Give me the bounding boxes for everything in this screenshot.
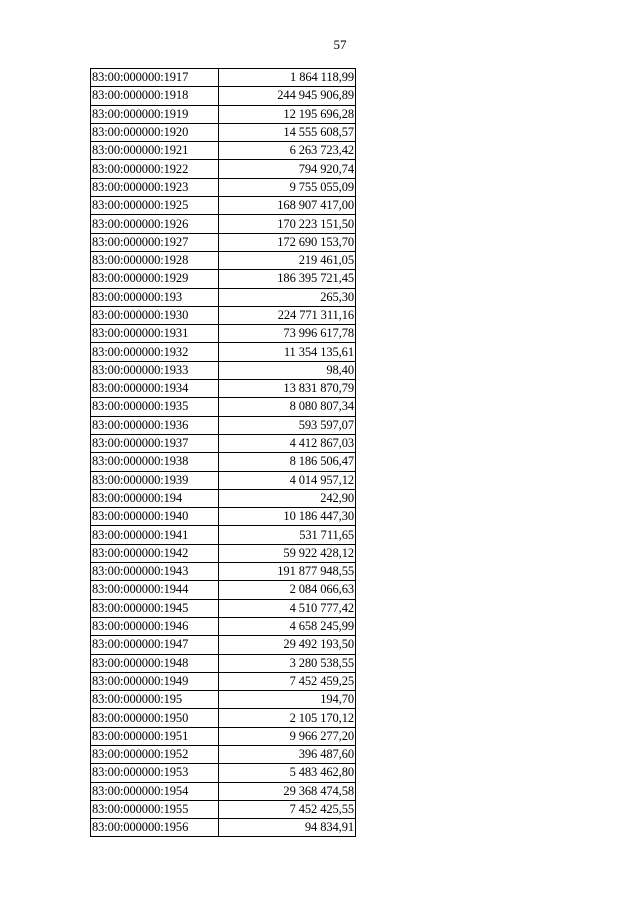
cadastral-number-cell: 83:00:000000:1923 xyxy=(91,178,219,196)
table-row xyxy=(91,636,356,654)
cadastral-number-cell: 83:00:000000:1945 xyxy=(91,599,219,617)
table-row xyxy=(91,654,356,672)
value-cell: 396 487,60 xyxy=(219,745,356,763)
cadastral-number-cell: 83:00:000000:1930 xyxy=(91,306,219,324)
value-cell: 794 920,74 xyxy=(219,160,356,178)
value-cell: 5 483 462,80 xyxy=(219,764,356,782)
value-cell: 4 510 777,42 xyxy=(219,599,356,617)
cadastral-number-cell: 83:00:000000:1922 xyxy=(91,160,219,178)
value-cell: 8 186 506,47 xyxy=(219,453,356,471)
cadastral-number-cell: 83:00:000000:1947 xyxy=(91,636,219,654)
cadastral-number-cell: 83:00:000000:1921 xyxy=(91,142,219,160)
table-row xyxy=(91,361,356,379)
cadastral-number-cell: 83:00:000000:1936 xyxy=(91,416,219,434)
value-cell: 242,90 xyxy=(219,489,356,507)
cadastral-number-cell: 83:00:000000:1932 xyxy=(91,343,219,361)
cadastral-number-cell: 83:00:000000:1943 xyxy=(91,563,219,581)
table-row xyxy=(91,325,356,343)
value-cell: 219 461,05 xyxy=(219,251,356,269)
value-cell: 9 966 277,20 xyxy=(219,727,356,745)
table-row xyxy=(91,563,356,581)
cadastral-number-cell: 83:00:000000:194 xyxy=(91,489,219,507)
value-cell: 9 755 055,09 xyxy=(219,178,356,196)
table-row xyxy=(91,782,356,800)
table-row xyxy=(91,215,356,233)
table-row xyxy=(91,270,356,288)
table-row xyxy=(91,617,356,635)
value-cell: 29 368 474,58 xyxy=(219,782,356,800)
table-row xyxy=(91,745,356,763)
value-cell: 13 831 870,79 xyxy=(219,380,356,398)
cadastral-number-cell: 83:00:000000:1928 xyxy=(91,251,219,269)
value-cell: 73 996 617,78 xyxy=(219,325,356,343)
table-row xyxy=(91,453,356,471)
value-cell: 194,70 xyxy=(219,691,356,709)
value-cell: 11 354 135,61 xyxy=(219,343,356,361)
table-row xyxy=(91,471,356,489)
table-row xyxy=(91,69,356,87)
table-row xyxy=(91,709,356,727)
cadastral-number-cell: 83:00:000000:1929 xyxy=(91,270,219,288)
table-row xyxy=(91,398,356,416)
cadastral-number-cell: 83:00:000000:1934 xyxy=(91,380,219,398)
value-cell: 14 555 608,57 xyxy=(219,123,356,141)
cadastral-number-cell: 83:00:000000:1944 xyxy=(91,581,219,599)
table-row xyxy=(91,123,356,141)
table-row xyxy=(91,288,356,306)
cadastral-number-cell: 83:00:000000:1919 xyxy=(91,105,219,123)
value-cell: 172 690 153,70 xyxy=(219,233,356,251)
cadastral-number-cell: 83:00:000000:1951 xyxy=(91,727,219,745)
cadastral-number-cell: 83:00:000000:1931 xyxy=(91,325,219,343)
table-row xyxy=(91,251,356,269)
value-cell: 593 597,07 xyxy=(219,416,356,434)
cadastral-number-cell: 83:00:000000:1918 xyxy=(91,87,219,105)
cadastral-number-cell: 83:00:000000:1937 xyxy=(91,434,219,452)
value-cell: 12 195 696,28 xyxy=(219,105,356,123)
table-row xyxy=(91,599,356,617)
value-cell: 59 922 428,12 xyxy=(219,544,356,562)
cadastral-number-cell: 83:00:000000:1926 xyxy=(91,215,219,233)
value-cell: 168 907 417,00 xyxy=(219,197,356,215)
cadastral-value-table xyxy=(90,68,356,837)
table-row xyxy=(91,416,356,434)
cadastral-number-cell: 83:00:000000:1942 xyxy=(91,544,219,562)
table-row xyxy=(91,764,356,782)
value-cell: 8 080 807,34 xyxy=(219,398,356,416)
cadastral-number-cell: 83:00:000000:1953 xyxy=(91,764,219,782)
table-row xyxy=(91,142,356,160)
cadastral-number-cell: 83:00:000000:195 xyxy=(91,691,219,709)
table-row xyxy=(91,380,356,398)
value-cell: 94 834,91 xyxy=(219,819,356,837)
value-cell: 7 452 425,55 xyxy=(219,800,356,818)
cadastral-number-cell: 83:00:000000:1948 xyxy=(91,654,219,672)
table-row xyxy=(91,544,356,562)
value-cell: 4 658 245,99 xyxy=(219,617,356,635)
table-row xyxy=(91,306,356,324)
cadastral-number-cell: 83:00:000000:1950 xyxy=(91,709,219,727)
value-cell: 170 223 151,50 xyxy=(219,215,356,233)
table-row xyxy=(91,160,356,178)
cadastral-number-cell: 83:00:000000:1938 xyxy=(91,453,219,471)
cadastral-number-cell: 83:00:000000:1949 xyxy=(91,672,219,690)
value-cell: 7 452 459,25 xyxy=(219,672,356,690)
cadastral-number-cell: 83:00:000000:1955 xyxy=(91,800,219,818)
value-cell: 2 084 066,63 xyxy=(219,581,356,599)
table-row xyxy=(91,233,356,251)
cadastral-number-cell: 83:00:000000:1946 xyxy=(91,617,219,635)
table-row xyxy=(91,581,356,599)
value-cell: 186 395 721,45 xyxy=(219,270,356,288)
value-cell: 2 105 170,12 xyxy=(219,709,356,727)
value-cell: 224 771 311,16 xyxy=(219,306,356,324)
value-cell: 4 014 957,12 xyxy=(219,471,356,489)
cadastral-number-cell: 83:00:000000:1925 xyxy=(91,197,219,215)
cadastral-number-cell: 83:00:000000:1956 xyxy=(91,819,219,837)
value-cell: 3 280 538,55 xyxy=(219,654,356,672)
cadastral-number-cell: 83:00:000000:1933 xyxy=(91,361,219,379)
value-cell: 244 945 906,89 xyxy=(219,87,356,105)
cadastral-number-cell: 83:00:000000:1954 xyxy=(91,782,219,800)
cadastral-number-cell: 83:00:000000:1935 xyxy=(91,398,219,416)
table-row xyxy=(91,434,356,452)
value-cell: 531 711,65 xyxy=(219,526,356,544)
value-cell: 29 492 193,50 xyxy=(219,636,356,654)
cadastral-number-cell: 83:00:000000:1952 xyxy=(91,745,219,763)
page-number: 57 xyxy=(333,37,347,52)
cadastral-number-cell: 83:00:000000:1939 xyxy=(91,471,219,489)
table-row xyxy=(91,727,356,745)
table-row xyxy=(91,178,356,196)
cadastral-number-cell: 83:00:000000:1941 xyxy=(91,526,219,544)
table-row xyxy=(91,105,356,123)
value-cell: 1 864 118,99 xyxy=(219,69,356,87)
table-row xyxy=(91,508,356,526)
table-row xyxy=(91,343,356,361)
cadastral-number-cell: 83:00:000000:1927 xyxy=(91,233,219,251)
value-cell: 98,40 xyxy=(219,361,356,379)
cadastral-number-cell: 83:00:000000:1920 xyxy=(91,123,219,141)
table-row xyxy=(91,526,356,544)
value-cell: 4 412 867,03 xyxy=(219,434,356,452)
table-row xyxy=(91,672,356,690)
cadastral-number-cell: 83:00:000000:193 xyxy=(91,288,219,306)
table-row xyxy=(91,489,356,507)
table-body xyxy=(91,69,356,837)
table-row xyxy=(91,87,356,105)
table-row xyxy=(91,819,356,837)
value-cell: 6 263 723,42 xyxy=(219,142,356,160)
cadastral-number-cell: 83:00:000000:1917 xyxy=(91,69,219,87)
value-cell: 265,30 xyxy=(219,288,356,306)
table-row xyxy=(91,800,356,818)
value-cell: 191 877 948,55 xyxy=(219,563,356,581)
table-row xyxy=(91,691,356,709)
value-cell: 10 186 447,30 xyxy=(219,508,356,526)
table-row xyxy=(91,197,356,215)
cadastral-number-cell: 83:00:000000:1940 xyxy=(91,508,219,526)
